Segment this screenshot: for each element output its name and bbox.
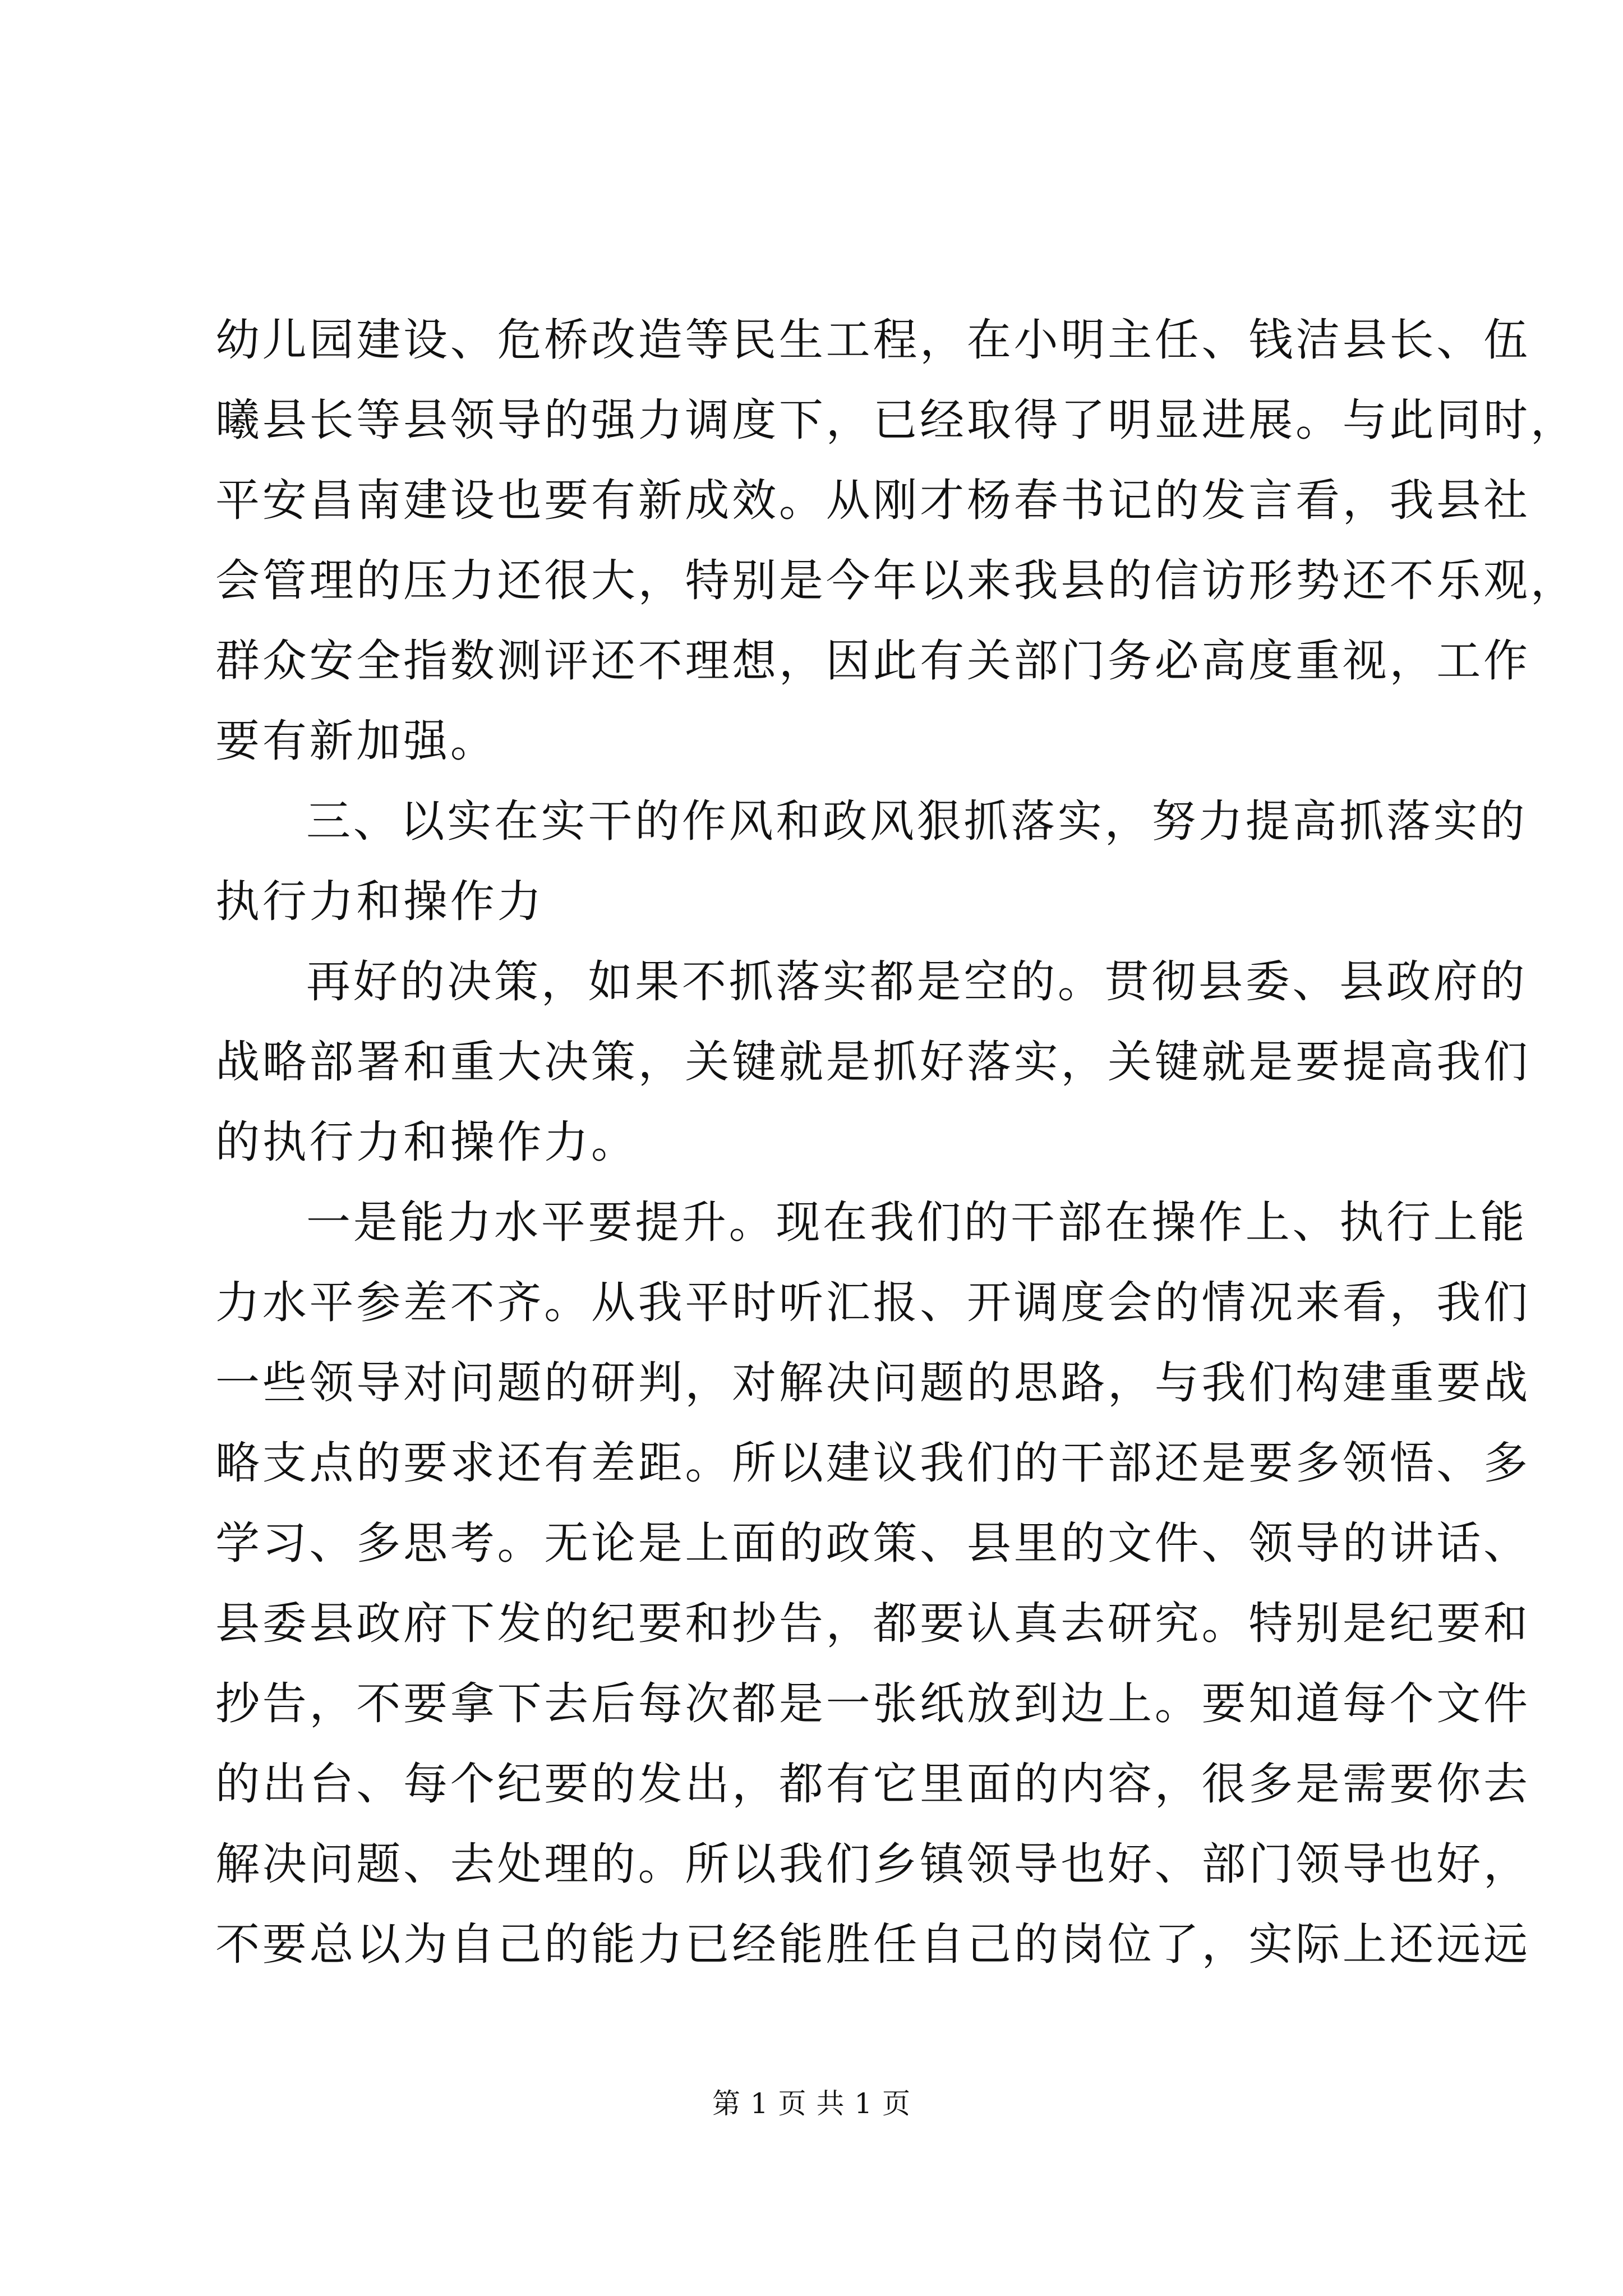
text-line: 县委县政府下发的纪要和抄告，都要认真去研究。特别是纪要和 <box>215 1598 1530 1649</box>
text-line: 解决问题、去处理的。所以我们乡镇领导也好、部门领导也好， <box>215 1838 1530 1890</box>
text-line: 群众安全指数测评还不理想，因此有关部门务必高度重视，工作 <box>215 635 1530 687</box>
text-line: 再好的决策，如果不抓落实都是空的。贯彻县委、县政府的 <box>306 956 1528 1007</box>
text-line: 要有新加强。 <box>215 715 497 767</box>
text-line: 学习、多思考。无论是上面的政策、县里的文件、领导的讲话、 <box>215 1517 1530 1569</box>
text-line: 力水平参差不齐。从我平时听汇报、开调度会的情况来看，我们 <box>215 1277 1530 1328</box>
text-line: 幼儿园建设、危桥改造等民生工程，在小明主任、钱洁县长、伍 <box>215 314 1530 366</box>
text-line: 的出台、每个纪要的发出，都有它里面的内容，很多是需要你去 <box>215 1758 1530 1810</box>
text-line: 抄告，不要拿下去后每次都是一张纸放到边上。要知道每个文件 <box>215 1678 1530 1729</box>
section-heading-line: 三、以实在实干的作风和政风狠抓落实，努力提高抓落实的 <box>306 795 1528 847</box>
text-line: 一是能力水平要提升。现在我们的干部在操作上、执行上能 <box>306 1197 1528 1248</box>
text-line: 战略部署和重大决策，关键就是抓好落实，关键就是要提高我们 <box>215 1036 1530 1088</box>
text-line: 不要总以为自己的能力已经能胜任自己的岗位了，实际上还远远 <box>215 1918 1530 1970</box>
text-line: 一些领导对问题的研判，对解决问题的思路，与我们构建重要战 <box>215 1357 1530 1409</box>
section-heading-line: 执行力和操作力 <box>215 876 545 927</box>
text-line: 曦县长等县领导的强力调度下，已经取得了明显进展。与此同时， <box>215 394 1578 446</box>
text-line: 会管理的压力还很大，特别是今年以来我县的信访形势还不乐观， <box>215 555 1578 606</box>
text-line: 的执行力和操作力。 <box>215 1116 638 1168</box>
text-line: 平安昌南建设也要有新成效。从刚才杨春书记的发言看，我县社 <box>215 475 1530 526</box>
text-line: 略支点的要求还有差距。所以建议我们的干部还是要多领悟、多 <box>215 1437 1530 1489</box>
page-number-footer: 第 1 页 共 1 页 <box>712 2087 911 2120</box>
document-body <box>215 300 1578 1985</box>
